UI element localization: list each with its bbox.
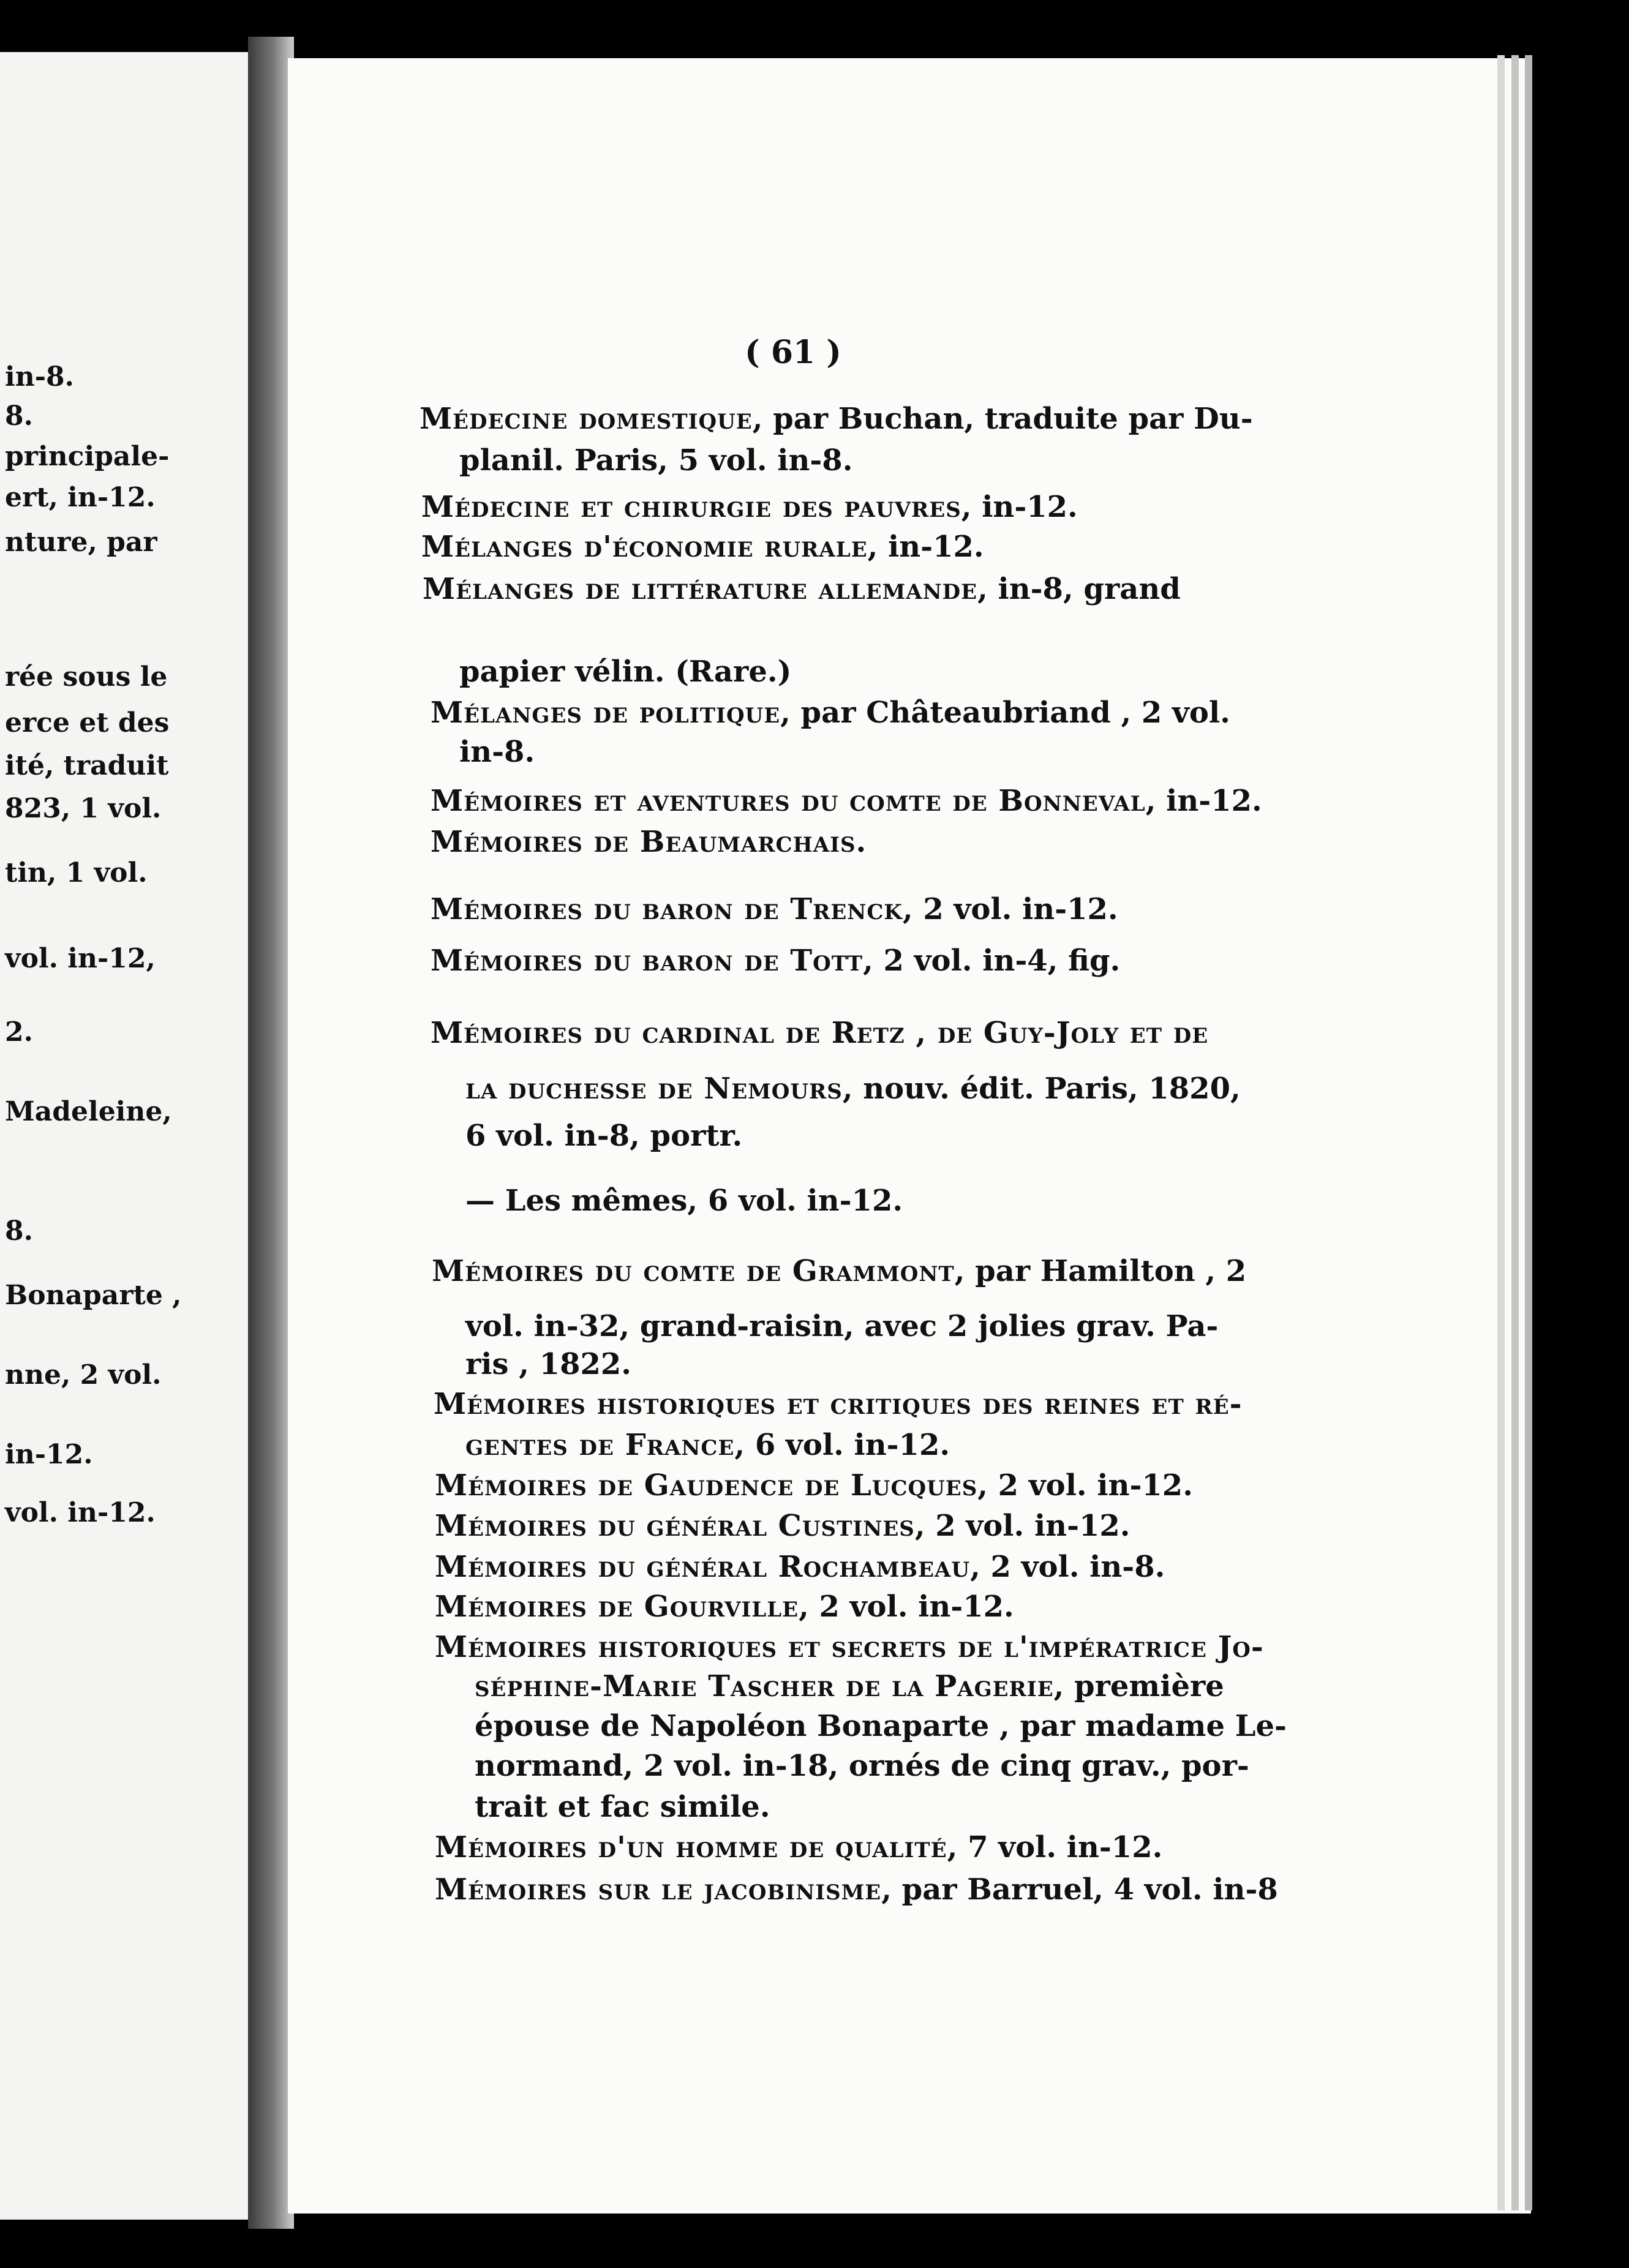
entry-title: Mémoires du comte de Grammont [432, 1254, 955, 1288]
book-gutter [248, 37, 294, 2229]
left-page-text-fragment: principale- [5, 441, 170, 472]
entry-title: séphine-Marie Tascher de la Pagerie [475, 1669, 1054, 1703]
entry-details: , in-12. [961, 490, 1078, 524]
left-page-text-fragment: vol. in-12. [5, 1497, 156, 1528]
entry-details: , 6 vol. in-12. [734, 1428, 950, 1462]
left-page-text-fragment: nne, 2 vol. [5, 1359, 162, 1391]
entry-details: planil. Paris, 5 vol. in-8. [459, 443, 853, 478]
left-page-text-fragment: nture, par [5, 527, 157, 558]
catalog-entry-line [421, 530, 984, 564]
entry-details: trait et fac simile. [475, 1790, 770, 1824]
entry-title: Mémoires du baron de Trenck [431, 892, 903, 926]
entry-title: Mémoires du baron de Tott [431, 944, 863, 978]
entry-details: normand, 2 vol. in-18, ornés de cinq grav., por- [475, 1749, 1249, 1783]
entry-details: , in-8, grand [977, 572, 1181, 606]
entry-details: , in-12. [867, 530, 984, 564]
catalog-entry-line [435, 1830, 1163, 1864]
page-edge [1525, 55, 1532, 2210]
entry-title: Mémoires de Gourville [435, 1590, 799, 1624]
entry-title: Mémoires et aventures du comte de Bonneval [431, 784, 1146, 818]
catalog-entry-line [465, 1184, 903, 1218]
entry-details: , nouv. édit. Paris, 1820, [842, 1072, 1241, 1106]
entry-details: in-8. [459, 735, 535, 769]
entry-details: , 2 vol. in-12. [799, 1590, 1014, 1624]
catalog-entry-line [431, 827, 867, 857]
catalog-entry-line [465, 1430, 950, 1460]
entry-title: gentes de France [465, 1428, 735, 1462]
entry-title: Mélanges de littérature allemande [423, 572, 978, 606]
entry-details: ris , 1822. [465, 1347, 631, 1381]
catalog-entry-line [459, 737, 535, 767]
page-number: ( 61 ) [745, 334, 841, 371]
catalog-entry-line [475, 1711, 1287, 1741]
catalog-entry-line [435, 1468, 1193, 1503]
left-page-text-fragment: Bonaparte , [5, 1280, 182, 1311]
entry-title: Mélanges d'économie rurale [421, 530, 868, 564]
entry-title: Mémoires de Beaumarchais. [431, 825, 867, 859]
entry-title: Mémoires du général Custines [435, 1509, 915, 1543]
left-page-text-fragment: vol. in-12, [5, 943, 156, 974]
catalog-entry-line [423, 574, 1181, 604]
catalog-entry-line [435, 1590, 1014, 1624]
entry-details: , par Châteaubriand , 2 vol. [780, 696, 1230, 730]
entry-title: Médecine et chirurgie des pauvres [421, 490, 961, 524]
entry-details: vol. in-32, grand-raisin, avec 2 jolies grav. Pa- [465, 1309, 1219, 1343]
entry-details: 6 vol. in-8, portr. [465, 1119, 743, 1153]
catalog-entry-line [435, 1552, 1165, 1582]
left-page-text-fragment: in-8. [5, 361, 74, 392]
entry-details: , in-12. [1145, 784, 1262, 818]
catalog-entry-line [432, 1256, 1246, 1286]
catalog-entry-line [431, 892, 1118, 926]
entry-title: la duchesse de Nemours [465, 1072, 843, 1106]
entry-title: Médecine domestique [419, 402, 753, 436]
entry-title: Mélanges de politique [431, 696, 781, 730]
entry-title: Mémoires historiques et critiques des reines et ré- [434, 1387, 1243, 1421]
left-page-text-fragment: tin, 1 vol. [5, 857, 148, 888]
entry-details: , première [1053, 1669, 1224, 1703]
left-page-text-fragment: Madeleine, [5, 1096, 172, 1127]
catalog-entry-line [421, 492, 1078, 522]
left-page-text-fragment: 8. [5, 400, 33, 432]
catalog-entry-line [459, 655, 792, 689]
left-page-text-fragment: 2. [5, 1016, 33, 1048]
left-page-text-fragment: 823, 1 vol. [5, 793, 162, 824]
catalog-entry-line [431, 786, 1262, 816]
entry-details: , 2 vol. in-12. [902, 892, 1118, 926]
left-page-text-fragment: rée sous le [5, 661, 168, 693]
catalog-entry-line [419, 404, 1253, 434]
catalog-entry-line [465, 1121, 742, 1151]
catalog-entry-line [435, 1511, 1131, 1541]
entry-title: Mémoires d'un homme de qualité [435, 1830, 947, 1864]
catalog-entry-line [431, 1018, 1208, 1048]
entry-title: Mémoires de Gaudence de Lucques [435, 1468, 978, 1503]
catalog-entry-line [475, 1751, 1249, 1781]
entry-details: papier vélin. (Rare.) [459, 655, 792, 689]
entry-details: épouse de Napoléon Bonaparte , par madame Le- [475, 1709, 1287, 1743]
left-page [0, 52, 269, 2220]
left-page-text-fragment: ert, in-12. [5, 482, 156, 513]
catalog-entry-line [475, 1792, 770, 1822]
left-page-text-fragment: erce et des [5, 707, 170, 738]
catalog-entry-line [459, 443, 853, 478]
catalog-entry-line [435, 1872, 1278, 1907]
entry-title: Mémoires du général Rochambeau [435, 1550, 971, 1584]
catalog-entry-line [465, 1072, 1241, 1106]
catalog-entry-line [465, 1347, 631, 1381]
left-page-text-fragment: ité, traduit [5, 750, 169, 781]
page-edge [1497, 55, 1505, 2210]
entry-title: Mémoires du cardinal de Retz , de Guy-Joly et de [431, 1016, 1209, 1050]
catalog-entry-line [435, 1632, 1264, 1662]
left-page-text-fragment: in-12. [5, 1439, 93, 1470]
page-edge [1511, 55, 1519, 2210]
catalog-entry-line [465, 1309, 1219, 1343]
entry-details: , par Buchan, traduite par Du- [752, 402, 1253, 436]
catalog-entry-line [475, 1669, 1224, 1703]
catalog-entry-line [434, 1389, 1243, 1419]
catalog-entry-line [431, 696, 1230, 730]
entry-title: Mémoires sur le jacobinisme [435, 1872, 882, 1907]
entry-details: , 2 vol. in-12. [914, 1509, 1131, 1543]
entry-details: , 2 vol. in-4, fig. [863, 944, 1121, 978]
entry-title: Mémoires historiques et secrets de l'impératrice Jo- [435, 1630, 1264, 1664]
catalog-entry-line [431, 944, 1121, 978]
entry-details: , par Barruel, 4 vol. in-8 [881, 1872, 1278, 1907]
entry-details: , 2 vol. in-12. [977, 1468, 1193, 1503]
entry-details: , par Hamilton , 2 [954, 1254, 1247, 1288]
entry-details: , 2 vol. in-8. [970, 1550, 1165, 1584]
entry-details: — Les mêmes, 6 vol. in-12. [465, 1184, 903, 1218]
entry-details: , 7 vol. in-12. [947, 1830, 1163, 1864]
left-page-text-fragment: 8. [5, 1215, 33, 1247]
